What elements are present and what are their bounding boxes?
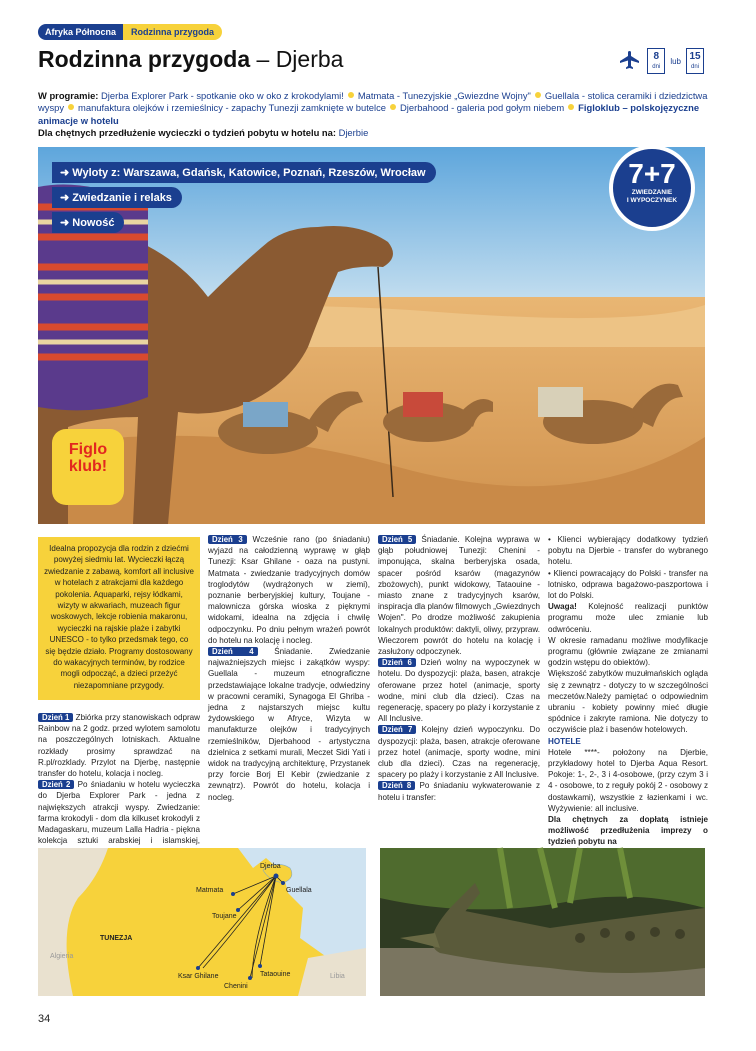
map-label-matmata: Matmata: [196, 887, 224, 894]
flights-pill: ➜ Wyloty z: Warszawa, Gdańsk, Katowice, Poznań, Rzeszów, Wrocław: [52, 162, 436, 183]
day-2-label: Dzień 2: [38, 780, 74, 789]
day-2-text: Po śniadaniu w hotelu wycieczka do Djerba Explorer Park - jedna z największych atrakcji wyspy. Zwiedzanie: farma krokodyli - dom dla kilkuset krokodyli z Madagaskaru, muzeum Lalla Hadria - piękna kolekcja sztuki arabskiej i islamskiej,: [38, 780, 201, 846]
day-6-text: Dzień wolny na wypoczynek w hotelu. Do dyspozycji: plaża, basen, atrakcje oferowane przez hotel (animacje, sporty wodne, mini club dla dzieci). Czas na regenerację, spacery po plaży i korzystanie z All Inclusive.: [378, 658, 541, 724]
column-4: [548, 534, 708, 847]
program-item-2: Matmata - Tunezyjskie „Gwiezdne Wojny": [357, 90, 531, 101]
figloklub-logo: Figlo klub!: [52, 429, 124, 505]
program-item-4: manufaktura olejków i rzemieślnicy - zapachy Tunezji zamknięte w butelce: [78, 102, 386, 114]
map-label-chenini: Chenini: [224, 983, 248, 990]
day-3-label: Dzień 3: [208, 535, 247, 544]
day-7-text: Kolejny dzień wypoczynku. Do dyspozycji: plaża, basen, atrakcje oferowane przez hotel (animacje, sporty wodne, mini club dla dzieci). Czas na regenerację, spacery po plaży i korzystanie z All Inclusive.: [378, 725, 541, 780]
bullet-icon: [68, 104, 74, 110]
day-3-text: Wcześnie rano (po śniadaniu) wyjazd na całodzienną wyprawę w głąb Tunezji: Ksar Ghilane - oaza na pustyni. Matmata - zwiedzanie tradycyjnych domów troglodytów (wydrążonych w ziemi), poznanie berberyjskiej kultury, Toujane - malownicza górska wioska z pięknymi widokami, idealna na zdjęcia i chwilę odpoczynku. Po dniu pełnym wrażeń powrót do hotelu na kolację i nocleg.: [208, 535, 371, 645]
program-item-6: Figloklub – polskojęzyczne animacje w hotelu: [38, 102, 700, 126]
plane-icon: [618, 49, 642, 73]
day-7-label: Dzień 7: [378, 725, 416, 734]
extension-note: Dla chętnych za dopłatą istnieje możliwość przedłużenia imprezy o tydzień pobytu na: [548, 815, 708, 847]
badge-7-7: 7+7 ZWIEDZANIE I WYPOCZYNEK: [609, 145, 695, 231]
program-summary: [38, 90, 710, 140]
tunisia-map: [38, 848, 366, 996]
map-label-libia: Libia: [330, 973, 345, 980]
breadcrumb-tags: [38, 24, 222, 40]
route-map: [38, 848, 366, 996]
ramadan-note: W okresie ramadanu możliwe modyfikacje programu (głównie związane ze zmianami godzin wstępu do obiektów).: [548, 635, 708, 668]
day-5-text: Śniadanie. Kolejna wyprawa w głąb południowej Tunezji: Chenini - imponująca, skalna berberyjska osada, spacer pośród ksarów (magazynów zbożowych), punkt widokowy, Tataouine - miasto znane z tradycyjnych ksarów, inspiracja dla planów filmowych „Gwiezdnych Wojen". Po drodze możliwość zakupienia lokalnych produktów: daktyli, oliwy, przypraw. Wieczorem powrót do hotelu na kolację i zasłużony odpoczynek.: [378, 535, 541, 657]
region-tag: Afryka Północna: [38, 24, 123, 40]
transfer-note-2: • Klienci powracający do Polski - transfer na lotnisko, odprawa bagażowo-paszportowa i lot do Polski.: [548, 568, 708, 601]
program-label: W programie:: [38, 90, 99, 101]
program-item-5: Djerbahood - galeria pod gołym niebem: [400, 102, 565, 114]
program-item-1: Djerba Explorer Park - spotkanie oko w oko z krokodylami!: [101, 90, 344, 101]
day-8-label: Dzień 8: [378, 781, 415, 790]
map-label-djerba: Djerba: [260, 863, 281, 870]
bullet-icon: [348, 92, 354, 98]
column-2: [208, 534, 370, 840]
map-label-guellala: Guellala: [286, 887, 312, 894]
day-1-label: Dzień 1: [38, 713, 73, 722]
days-15: 15 dni: [686, 48, 704, 74]
bullet-icon: [535, 92, 541, 98]
crocodile-photo: [380, 848, 705, 996]
map-label-tataouine: Tataouine: [260, 971, 291, 978]
extension-line: Dla chętnych przedłużenie wycieczki o tydzień pobytu w hotelu na: Djerbie: [38, 127, 369, 139]
map-label-algieria: Algieria: [50, 953, 74, 960]
day-1-text: Zbiórka przy stanowiskach odpraw Rainbow na 2 godz. przed wylotem samolotu na poszczególnych lotniskach. Aktualne rozkłady prosimy sprawdzać na R.pl/rozklady. Przylot na Djerbę, następnie transfer do hotelu, kolacja i nocleg.: [38, 713, 200, 779]
day-6-label: Dzień 6: [378, 658, 416, 667]
day-4-text: Śniadanie. Zwiedzanie najważniejszych miejsc i zakątków wyspy: Guellala - muzeum etnograficzne przedstawiające lokalne tradycje, odwiedziny w pracowni ceramiki, Synagoga El Ghriba - jedna z najstarszych miejsc kultu żydowskiego w Afryce, Wizyta w manufakturze olejków i tradycyjnych rzemieślników, Djerbahood - artystyczna dzielnica z setkami murali, Meczet Sidi Yati i widok na tradycyjną architekturę, Przystanek przy forcie Borj El Kebir (zwiedzanie z zewnątrz). Powrót do hotelu, kolacja i nocleg.: [208, 647, 371, 802]
column-3: [378, 534, 540, 840]
hotel-text: Hotele ****- położony na Djerbie, przykładowy hotel to Djerba Aqua Resort. Pokoje: 1-, 2-, 3 i 4-osobowe, (przy czym 3 i 4 - osobowe, to z reguły pokój 2 - osobowy z dostawkami), wszystkie z łazienkami i wc. Wyżywienie: all inclusive.: [548, 747, 708, 813]
bullet-icon: [568, 104, 574, 110]
days-8: 8 dni: [647, 48, 665, 74]
day-5-label: Dzień 5: [378, 535, 416, 544]
program-item-3: Guellala - stolica ceramiki i dziedzictwa wyspy: [38, 90, 708, 114]
trip-tag: Rodzinna przygoda: [123, 24, 222, 40]
hotels-heading: HOTELE: [548, 736, 581, 746]
map-label-ksar: Ksar Ghilane: [178, 973, 219, 980]
or-label: lub: [670, 56, 681, 66]
muslim-note: Większość zabytków muzułmańskich ogląda się z zewnątrz - dotyczy to w szczególności meczetów.Należy pamiętać o odpowiednim ubraniu - kobiety powinny mieć długie spódnice i zakryte ramiona. Nie dotyczy to oczywiście plaż i basenów hotelowych.: [548, 669, 708, 735]
title-rest: – Djerba: [250, 46, 344, 72]
duration-box: [618, 48, 704, 74]
transfer-note-1: • Klienci wybierający dodatkowy tydzień pobytu na Djerbie - transfer do wybranego hotelu.: [548, 535, 708, 567]
map-label-tunezja: TUNEZJA: [100, 935, 133, 942]
new-pill: ➜ Nowość: [52, 212, 124, 233]
hero-photo-camels: [38, 147, 705, 524]
page-title: [38, 46, 343, 73]
crocodile-illustration: [380, 848, 705, 996]
day-8-text: Po śniadaniu wykwaterowanie z hotelu i transfer:: [378, 781, 541, 802]
title-bold: Rodzinna przygoda: [38, 46, 251, 72]
attention-note: Uwaga! Kolejność realizacji punktów programu może ulec zmianie lub odwróceniu.: [548, 602, 708, 634]
day-4-label: Dzień 4: [208, 647, 258, 656]
bullet-icon: [390, 104, 396, 110]
intro-box: Idealna propozycja dla rodzin z dziećmi powyżej siedmiu lat. Wycieczki łączą zwiedzanie z zabawą, komfort all inclusive w hotelach z atrakcjami dla każdego pokolenia. Aquaparki, rejsy łódkami, wizyty w akwariach, muzeach figur woskowych, lekcje robienia makaronu, wycieczki na rajskie plaże i zabytki UNESCO - to tylko przedsmak tego, co się będzie działo. Programy dostosowany do wakacyjnych terminów, by rodzice mogli odpocząć, a dzieci przeżyć niezapomniane przygody.: [38, 537, 200, 700]
page-number: 34: [38, 1013, 51, 1025]
map-label-toujane: Toujane: [212, 913, 237, 920]
sightseeing-pill: ➜ Zwiedzanie i relaks: [52, 187, 182, 208]
column-1: [38, 712, 201, 846]
